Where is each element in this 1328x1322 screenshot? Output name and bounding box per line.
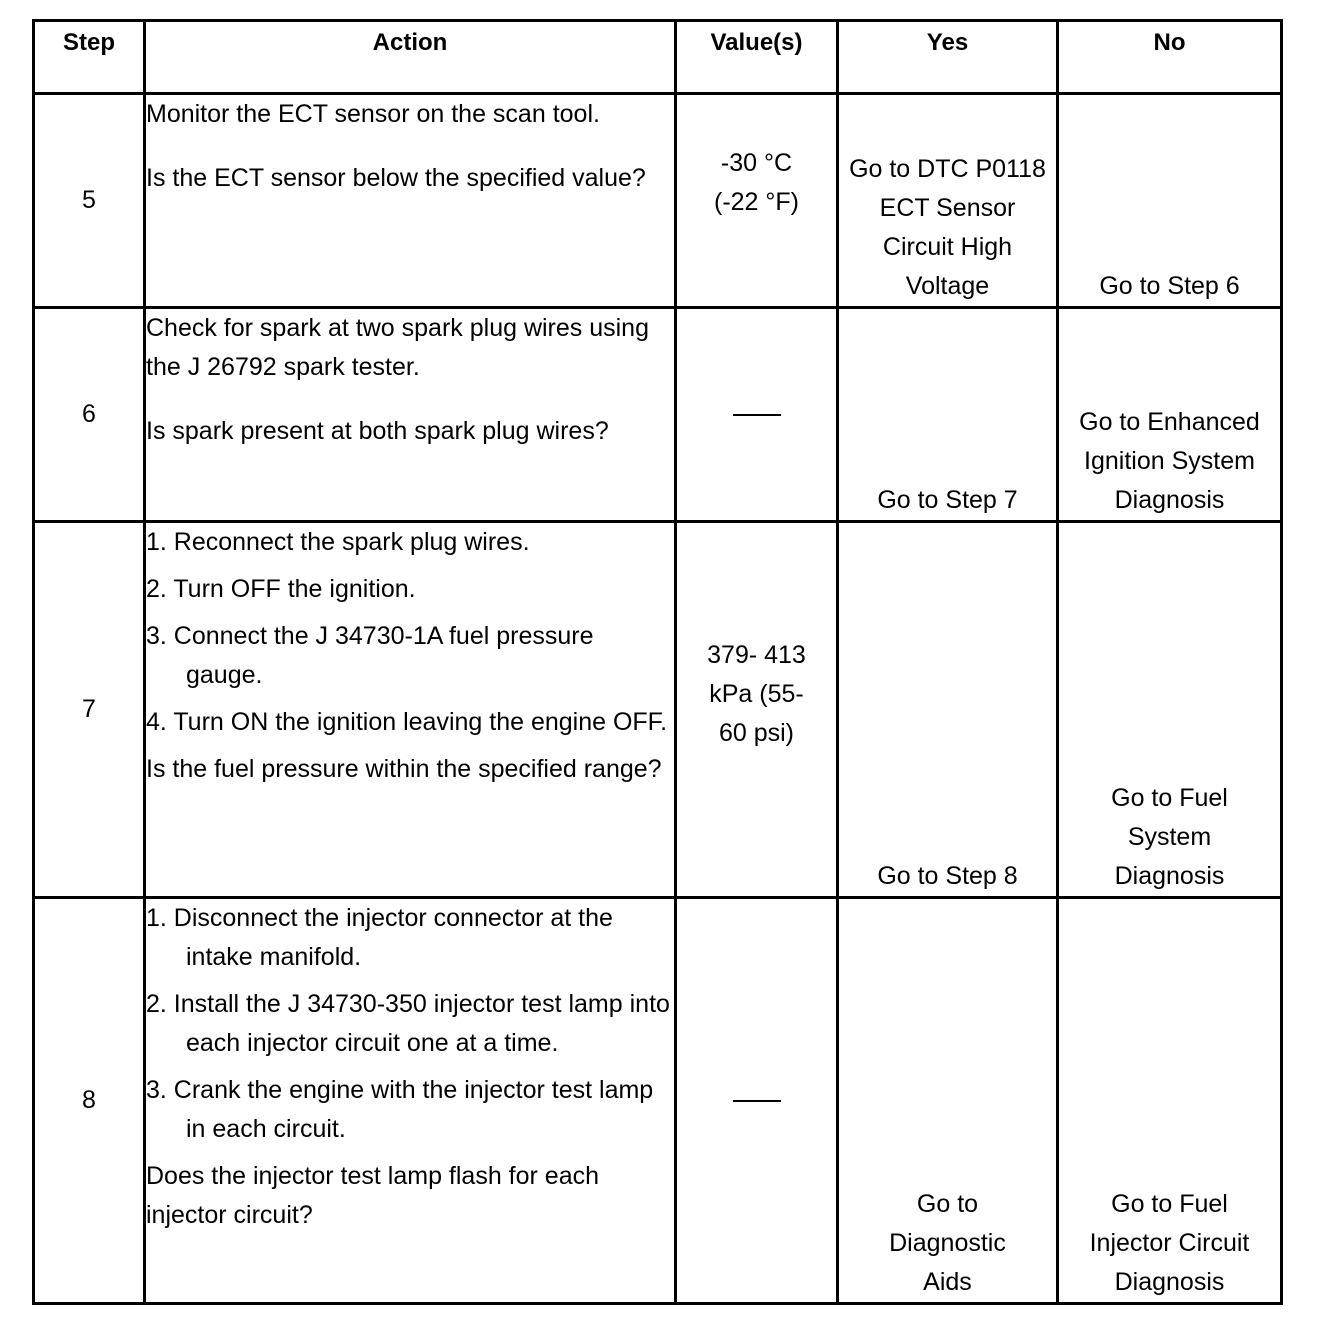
no-value-dash [733, 1100, 781, 1102]
action-question: Is the fuel pressure within the specified range? [146, 755, 662, 783]
action-question: Is spark present at both spark plug wires? [146, 417, 609, 445]
action-step-item: 4. Turn ON the ignition leaving the engine OFF. [146, 708, 668, 736]
action-cell [145, 522, 676, 898]
header-step: Step [34, 21, 145, 94]
action-step-item: 1. Reconnect the spark plug wires. [146, 528, 530, 556]
yes-cell [838, 898, 1058, 1304]
no-text: Go to Enhanced Ignition System Diagnosis [1079, 408, 1260, 514]
action-question: Does the injector test lamp flash for each injector circuit? [146, 1162, 600, 1229]
value-cell [676, 898, 838, 1304]
table-row-step-7 [34, 522, 1282, 898]
value-cell [676, 522, 838, 898]
diagnostic-table [32, 19, 1283, 1305]
yes-cell [838, 522, 1058, 898]
yes-text: Go to Step 8 [877, 862, 1018, 890]
step-number: 5 [34, 94, 145, 308]
header-row [34, 21, 1282, 94]
action-instruction: Check for spark at two spark plug wires using the J 26792 spark tester. [146, 314, 649, 381]
step-number: 6 [34, 308, 145, 522]
yes-cell [838, 308, 1058, 522]
header-action: Action [145, 21, 676, 94]
header-yes: Yes [838, 21, 1058, 94]
action-step-item: 3. Crank the engine with the injector test lamp in each circuit. [146, 1076, 654, 1143]
action-steps-list [146, 523, 674, 742]
no-text: Go to Fuel System Diagnosis [1111, 784, 1228, 890]
table-row-step-6 [34, 308, 1282, 522]
no-value-dash [733, 414, 781, 416]
action-instruction: Monitor the ECT sensor on the scan tool. [146, 100, 600, 128]
header-no: No [1058, 21, 1282, 94]
action-step-item: 3. Connect the J 34730-1A fuel pressure gauge. [146, 622, 594, 689]
action-cell [145, 898, 676, 1304]
action-cell [145, 94, 676, 308]
no-text: Go to Fuel Injector Circuit Diagnosis [1089, 1190, 1250, 1296]
yes-text: Go to Diagnostic Aids [889, 1190, 1006, 1296]
no-cell [1058, 522, 1282, 898]
no-cell [1058, 898, 1282, 1304]
step-number: 8 [34, 898, 145, 1304]
yes-text: Go to Step 7 [877, 486, 1018, 514]
action-step-item: 1. Disconnect the injector connector at the intake manifold. [146, 904, 613, 971]
action-steps-list [146, 899, 674, 1149]
value-cell [676, 94, 838, 308]
table-row-step-8 [34, 898, 1282, 1304]
yes-text: Go to DTC P0118 ECT Sensor Circuit High Voltage [849, 155, 1046, 300]
yes-cell [838, 94, 1058, 308]
header-values: Value(s) [676, 21, 838, 94]
action-step-item: 2. Install the J 34730-350 injector test lamp into each injector circuit one at a time. [146, 990, 670, 1057]
no-cell [1058, 94, 1282, 308]
no-cell [1058, 308, 1282, 522]
action-question: Is the ECT sensor below the specified value? [146, 164, 646, 192]
action-cell [145, 308, 676, 522]
table-row-step-5 [34, 94, 1282, 308]
value-text: -30 °C (-22 °F) [714, 149, 799, 216]
value-text: 379- 413 kPa (55- 60 psi) [707, 641, 806, 747]
action-step-item: 2. Turn OFF the ignition. [146, 575, 416, 603]
value-cell [676, 308, 838, 522]
step-number: 7 [34, 522, 145, 898]
no-text: Go to Step 6 [1099, 272, 1240, 300]
